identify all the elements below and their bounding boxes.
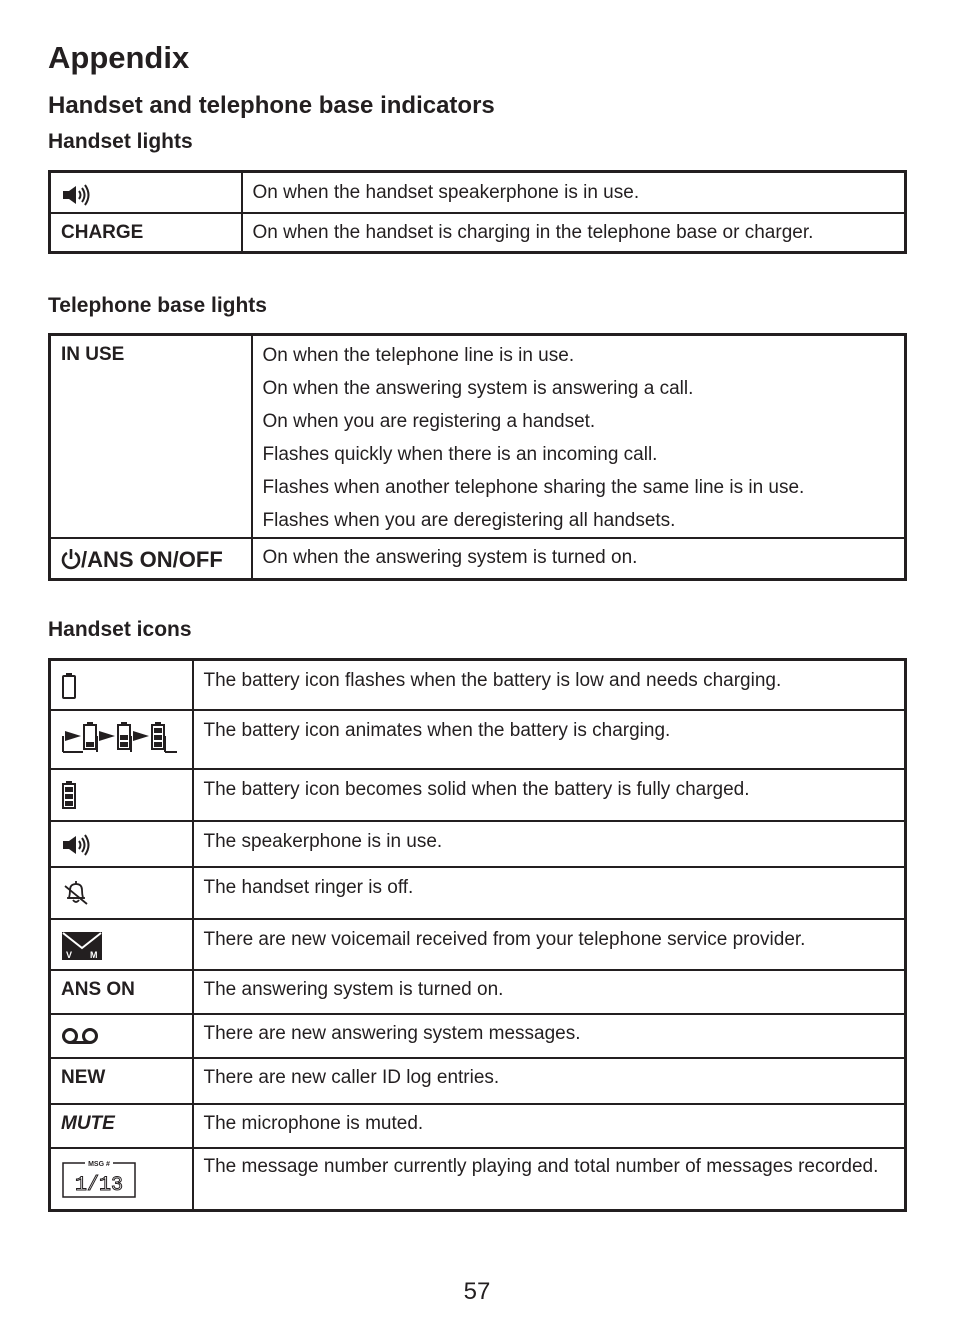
ringer-off-icon [61, 880, 91, 906]
handset-icons-table [48, 658, 907, 1212]
desc-cell: The microphone is muted. [193, 1104, 906, 1148]
msg-label-text: MSG # [88, 1160, 110, 1168]
voicemail-icon [61, 929, 103, 961]
table-row [50, 1014, 906, 1058]
desc-line: Flashes when you are deregistering all handsets. [262, 510, 676, 531]
icon-cell [50, 769, 193, 821]
desc-cell: On when the handset is charging in the telephone base or charger. [242, 213, 906, 253]
desc-cell [252, 335, 906, 539]
table-row [50, 821, 906, 867]
icon-cell [50, 867, 193, 919]
page-number: 57 [463, 1278, 491, 1305]
table-row [50, 1104, 906, 1148]
desc-line: Flashes quickly when there is an incoming call. [262, 444, 658, 465]
voicemail-v-text: V [66, 949, 73, 960]
icon-cell [50, 821, 193, 867]
table-row [50, 710, 906, 769]
desc-cell: On when the handset speakerphone is in use. [242, 172, 906, 213]
table-row [50, 1058, 906, 1104]
base-lights-table [48, 333, 907, 581]
label-cell: NEW [50, 1058, 193, 1104]
message-counter-icon [61, 1157, 137, 1199]
label-cell: IN USE [50, 335, 252, 539]
desc-cell: On when the answering system is turned on. [252, 538, 906, 579]
desc-cell: The battery icon becomes solid when the battery is fully charged. [193, 769, 906, 821]
icon-cell [50, 1148, 193, 1211]
desc-cell: There are new voicemail received from your telephone service provider. [193, 919, 906, 970]
desc-cell: The battery icon animates when the battery is charging. [193, 710, 906, 769]
desc-cell: The battery icon flashes when the battery is low and needs charging. [193, 660, 906, 710]
table-row [50, 172, 906, 213]
table-row [50, 769, 906, 821]
desc-cell: The speakerphone is in use. [193, 821, 906, 867]
table-row [50, 213, 906, 253]
table-row [50, 660, 906, 710]
section-heading: Handset and telephone base indicators [48, 92, 495, 119]
battery-empty-icon [61, 672, 77, 700]
power-icon [61, 548, 81, 570]
speaker-icon [61, 833, 93, 857]
msg-counter-text: 1/13 [74, 1173, 124, 1197]
desc-cell: There are new answering system messages. [193, 1014, 906, 1058]
table-row [50, 538, 906, 579]
label-cell: MUTE [50, 1104, 193, 1148]
tape-icon [61, 1027, 99, 1047]
table-row [50, 867, 906, 919]
icon-cell [50, 1014, 193, 1058]
speaker-icon [61, 183, 93, 207]
page-heading: Appendix [48, 40, 190, 75]
battery-charging-animation-icon [61, 720, 179, 754]
label-cell: ANS ON [50, 970, 193, 1014]
table-row [50, 335, 906, 539]
base-lights-title: Telephone base lights [48, 294, 267, 317]
ans-label: /ANS ON/OFF [81, 547, 223, 572]
desc-line: Flashes when another telephone sharing the same line is in use. [262, 477, 805, 498]
icon-cell [50, 710, 193, 769]
desc-line: On when the telephone line is in use. [262, 345, 575, 366]
desc-line: On when you are registering a handset. [262, 411, 596, 432]
handset-lights-title: Handset lights [48, 130, 193, 153]
desc-cell: There are new caller ID log entries. [193, 1058, 906, 1104]
desc-line: On when the answering system is answering a call. [262, 378, 694, 399]
label-cell [50, 538, 252, 579]
icon-cell [50, 660, 193, 710]
table-row [50, 1148, 906, 1211]
battery-full-icon [61, 780, 77, 810]
desc-cell: The message number currently playing and total number of messages recorded. [193, 1148, 906, 1211]
label-cell: CHARGE [50, 213, 242, 253]
icon-cell [50, 919, 193, 970]
table-row [50, 919, 906, 970]
desc-cell: The answering system is turned on. [193, 970, 906, 1014]
label-cell [50, 172, 242, 213]
voicemail-m-text: M [90, 949, 98, 960]
handset-lights-table [48, 170, 907, 254]
desc-cell: The handset ringer is off. [193, 867, 906, 919]
handset-icons-title: Handset icons [48, 618, 192, 641]
table-row [50, 970, 906, 1014]
